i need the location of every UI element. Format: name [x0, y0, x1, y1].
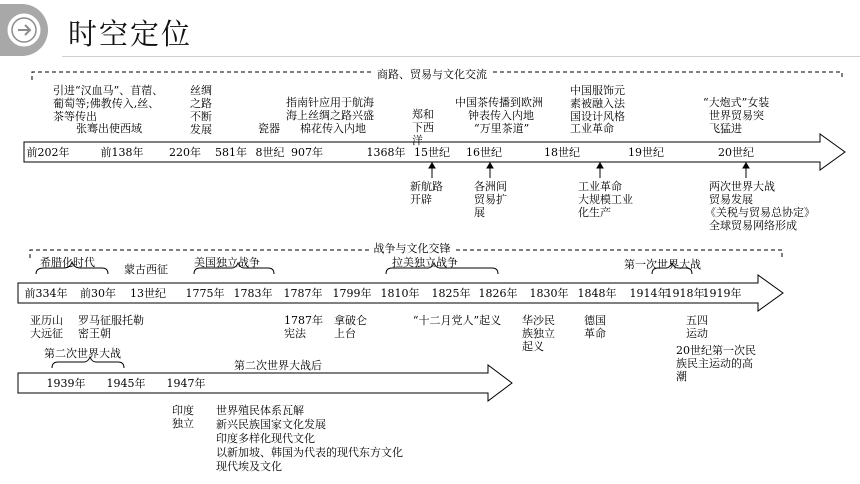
page-title: 时空定位	[68, 17, 193, 51]
timeline2-date: 13世纪	[130, 287, 166, 300]
event-label: 工业革命	[570, 122, 614, 135]
event-label: 全球贸易网络形成	[709, 219, 797, 232]
timeline2-date: 1799年	[332, 287, 372, 300]
event-label: 贸易发展	[709, 193, 753, 206]
timeline1-date: 907年	[291, 146, 323, 159]
timeline2-date: 前30年	[80, 287, 116, 300]
event-label: 拉美独立战争	[392, 256, 458, 269]
event-label: 世界殖民体系瓦解	[216, 404, 304, 417]
timeline1-date: 前202年	[26, 146, 70, 159]
timeline3-date: 1947年	[166, 377, 206, 390]
event-label: 印度多样化现代文化	[216, 432, 315, 445]
event-label: 现代埃及文化	[216, 460, 282, 473]
timeline2-date: 前334年	[24, 287, 68, 300]
timeline1-date: 8世纪	[255, 146, 285, 159]
event-label: 《关税与贸易总协定》	[705, 206, 815, 219]
event-label: 华沙民族独立起义	[522, 314, 555, 353]
timeline2-date: 1783年	[233, 287, 273, 300]
event-label: 第二次世界大战后	[234, 359, 322, 372]
event-label: 工业革命	[578, 180, 622, 193]
timeline2-date: 1848年	[577, 287, 617, 300]
timeline3-date: 1945年	[106, 377, 146, 390]
event-label: 中国服饰元素被融入法国设计风格	[570, 84, 625, 123]
timeline1-date: 18世纪	[544, 146, 580, 159]
timeline1-date: 1368年	[366, 146, 406, 159]
event-label: 第二次世界大战	[44, 347, 121, 360]
event-label: 蒙古西征	[124, 263, 168, 276]
event-label: “万里茶道”	[474, 122, 530, 135]
event-label: 引进“汉血马”、苜蓿、葡萄等;佛教传入,丝、茶等传出	[53, 84, 164, 123]
timeline1-date: 220年	[169, 146, 201, 159]
timeline2-date: 1914年	[629, 287, 669, 300]
timeline2-date: 1918年	[665, 287, 705, 300]
event-label: 1787年宪法	[284, 314, 323, 340]
event-label: 亚历山大远征	[30, 314, 63, 340]
section2-label: 战争与文化交锋	[370, 240, 455, 256]
timeline1-date: 前138年	[100, 146, 144, 159]
event-label: 中国茶传播到欧洲	[455, 96, 543, 109]
event-label: “大炮式”女装	[703, 96, 770, 109]
timeline1-date: 581年	[215, 146, 247, 159]
event-label: 罗马征服托勒密王朝	[78, 314, 144, 340]
event-label: 两次世界大战	[709, 180, 775, 193]
event-label: 瓷器	[258, 122, 280, 135]
timeline1-date: 20世纪	[718, 146, 754, 159]
event-label: 世界贸易突飞猛进	[709, 109, 764, 135]
event-label: 郑和下西洋	[412, 108, 434, 147]
event-label: 印度独立	[172, 404, 194, 430]
timeline1-date: 19世纪	[628, 146, 664, 159]
event-label: 第一次世界大战	[624, 258, 701, 271]
timeline2-date: 1830年	[529, 287, 569, 300]
timeline2-date: 1810年	[380, 287, 420, 300]
timeline2-date: 1826年	[478, 287, 518, 300]
timeline2-date: 1919年	[702, 287, 742, 300]
section1-label: 商路、贸易与文化交流	[373, 66, 491, 82]
event-label: 五四运动	[686, 314, 708, 340]
event-label: 棉花传入内地	[300, 122, 366, 135]
event-label: 以新加坡、韩国为代表的现代东方文化	[216, 446, 403, 459]
event-label: 新航路开辟	[410, 180, 443, 206]
event-label: 丝绸之路不断发展	[190, 84, 212, 136]
timeline2-date: 1775年	[185, 287, 225, 300]
event-label: “十二月党人”起义	[412, 314, 502, 327]
event-label: 指南针应用于航海	[286, 96, 374, 109]
event-label: 美国独立战争	[194, 256, 260, 269]
event-label: 各洲间贸易扩展	[474, 180, 507, 219]
event-label: 大规模工业化生产	[578, 193, 633, 219]
event-label: 新兴民族国家文化发展	[216, 418, 326, 431]
timeline2-date: 1787年	[283, 287, 323, 300]
event-label: 钟表传入内地	[468, 109, 534, 122]
event-label: 德国革命	[584, 314, 606, 340]
timeline1-date: 15世纪	[414, 146, 450, 159]
event-label: 张骞出使西域	[76, 122, 142, 135]
event-label: 20世纪第一次民族民主运动的高潮	[676, 344, 756, 383]
timeline3-date: 1939年	[46, 377, 86, 390]
timeline1-date: 16世纪	[466, 146, 502, 159]
event-label: 拿破仑上台	[334, 314, 367, 340]
timeline1-pointers	[429, 163, 749, 178]
event-label: 海上丝绸之路兴盛	[286, 109, 374, 122]
event-label: 希腊化时代	[40, 256, 95, 269]
timeline2-date: 1825年	[431, 287, 471, 300]
